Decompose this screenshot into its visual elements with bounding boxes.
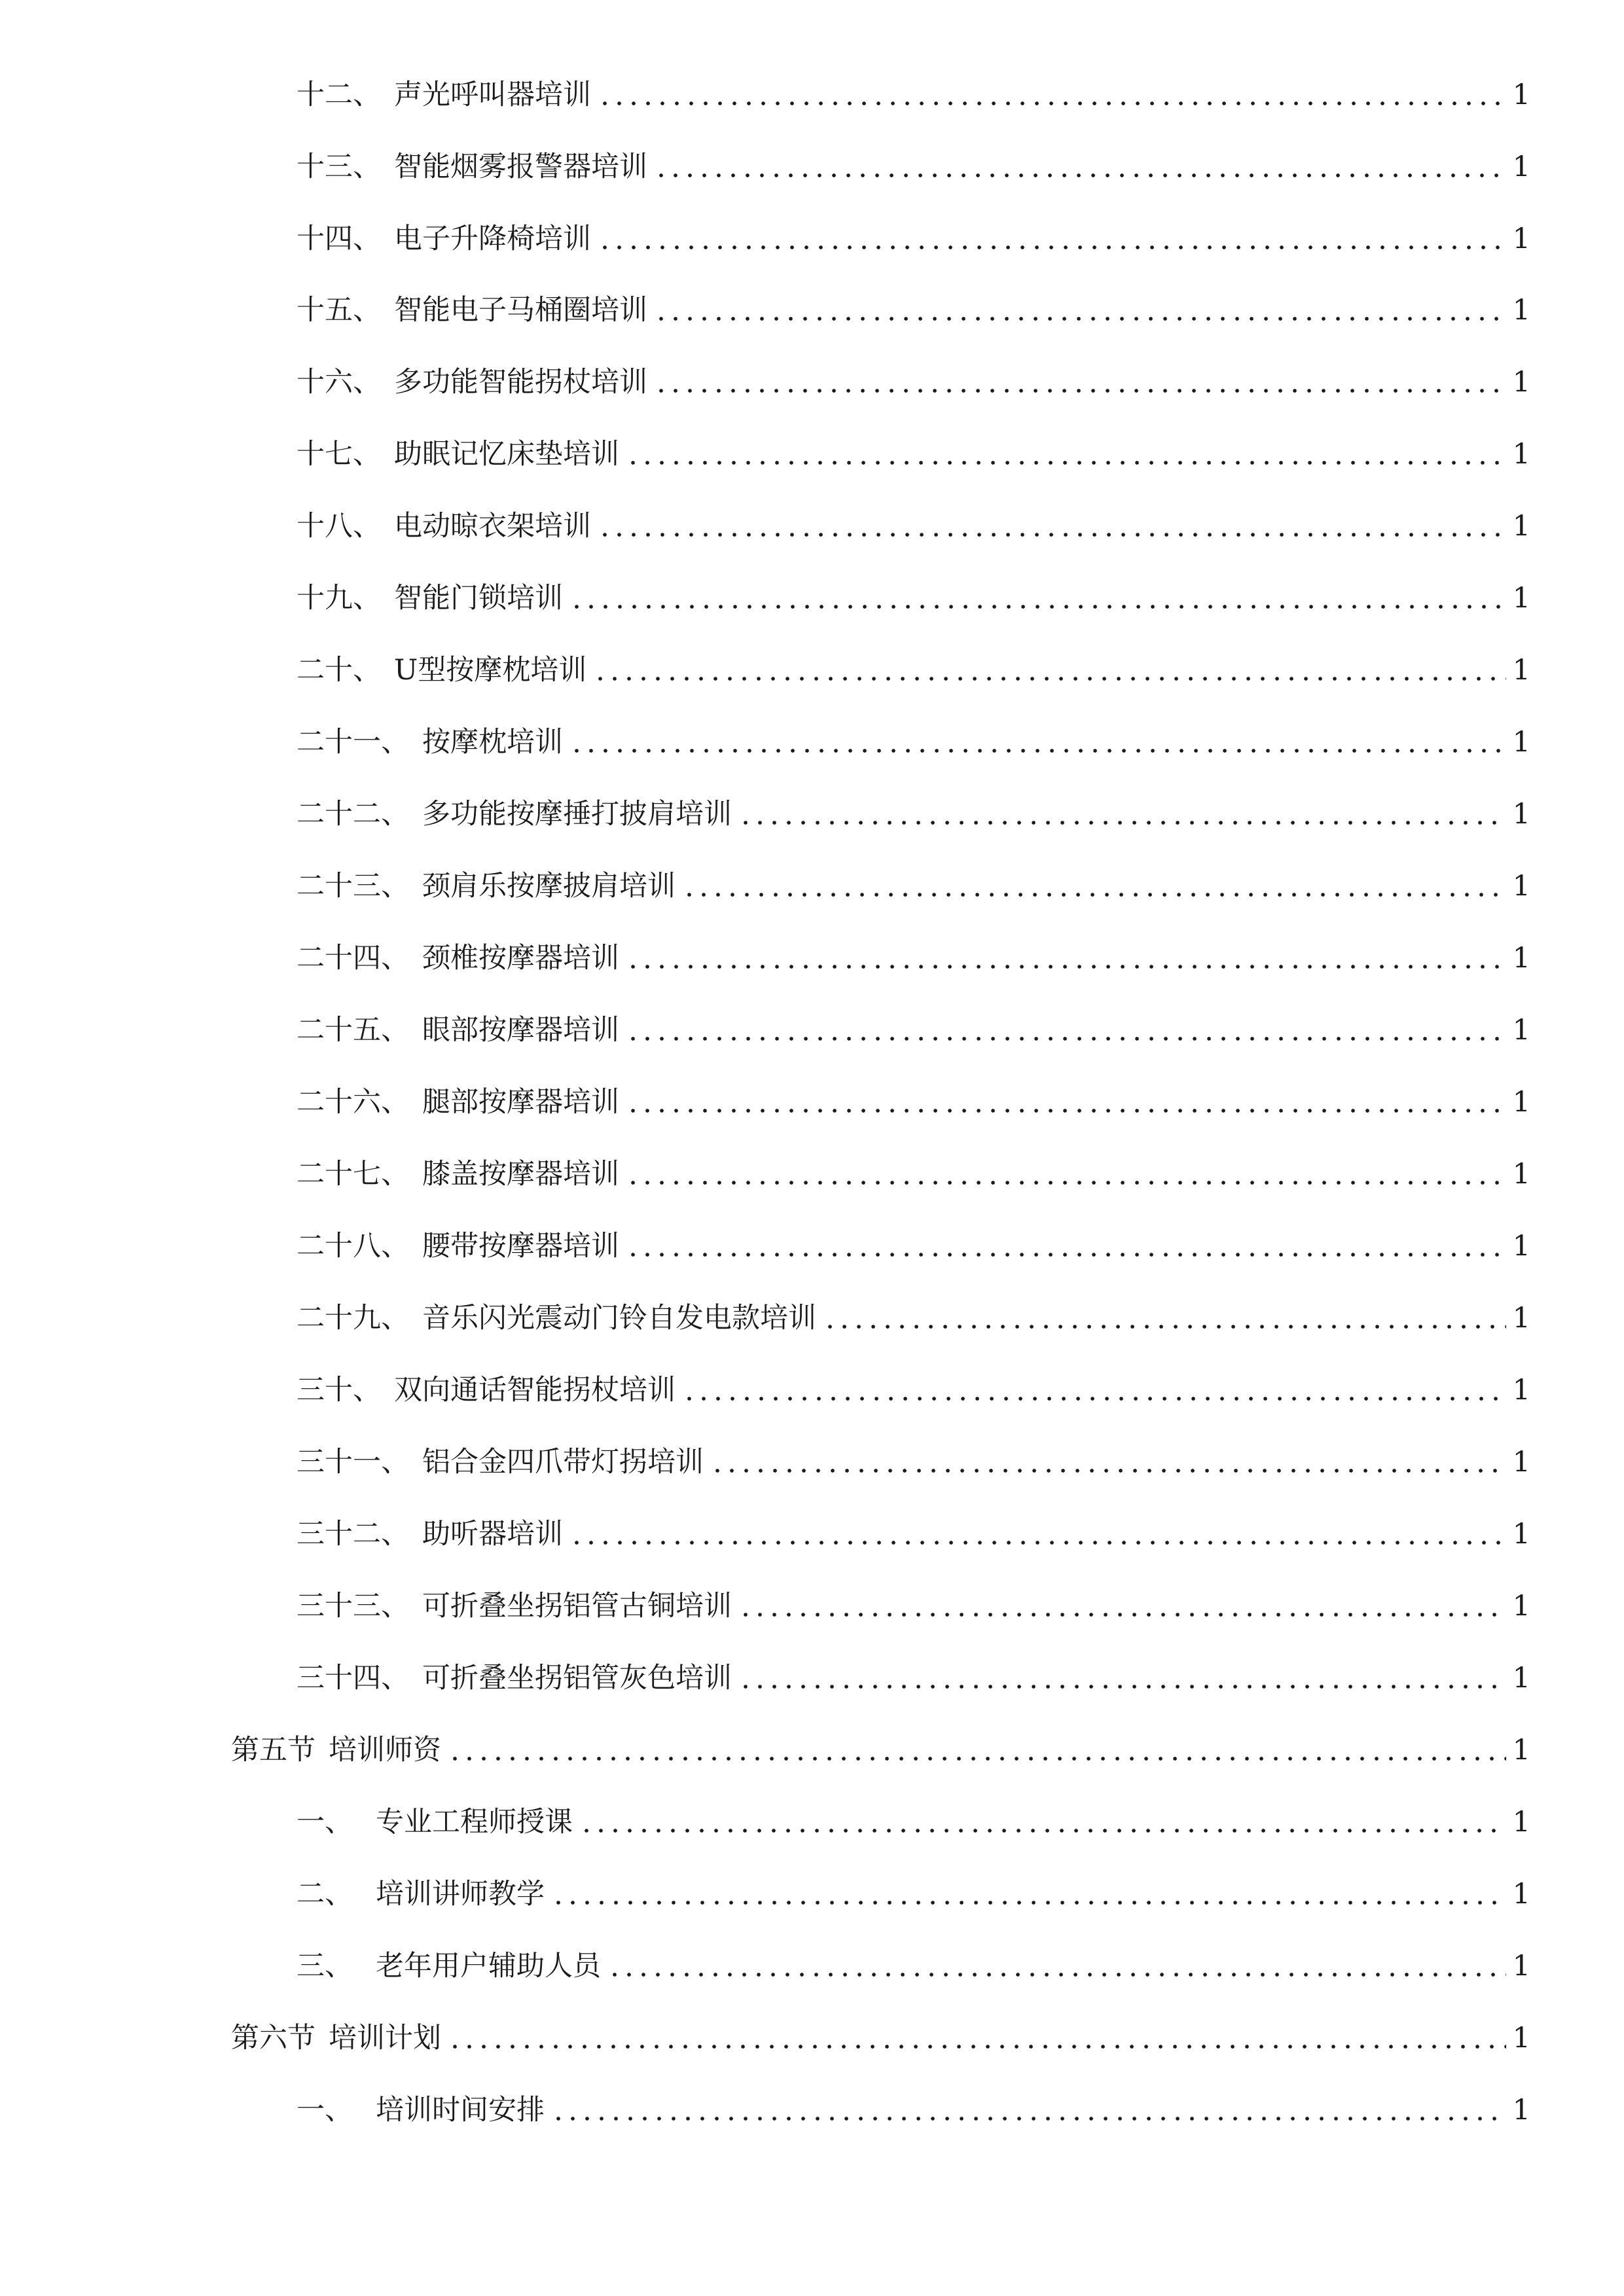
toc-entry-page-number: 1 xyxy=(1512,654,1530,687)
toc-entry[interactable] xyxy=(297,1227,1530,1266)
toc-entry-number: 二十五、 xyxy=(297,1014,409,1047)
toc-entry-title: 可折叠坐拐铝管灰色培训 xyxy=(422,1662,732,1695)
toc-entry-label xyxy=(297,939,619,978)
dot-leader xyxy=(654,171,1506,180)
toc-entry-label xyxy=(297,1083,619,1122)
dot-leader xyxy=(682,890,1506,899)
toc-entry-title: 电动晾衣架培训 xyxy=(394,510,591,543)
dot-leader xyxy=(738,818,1506,827)
toc-entry-label xyxy=(297,651,586,690)
toc-entry-page-number: 1 xyxy=(1512,510,1530,543)
toc-entry-label xyxy=(297,1443,704,1482)
toc-entry-number: 一、 xyxy=(297,1806,353,1839)
dot-leader xyxy=(607,1970,1506,1979)
toc-entry[interactable] xyxy=(297,1515,1530,1554)
toc-entry[interactable] xyxy=(297,507,1530,546)
dot-leader xyxy=(569,1538,1506,1547)
dot-leader xyxy=(626,962,1506,971)
dot-leader xyxy=(738,1610,1506,1619)
toc-entry-page-number: 1 xyxy=(1512,942,1530,975)
toc-entry[interactable] xyxy=(297,1587,1530,1626)
toc-entry-title: U型按摩枕培训 xyxy=(394,654,587,687)
dot-leader xyxy=(448,2042,1506,2051)
toc-entry[interactable] xyxy=(231,1731,1530,1770)
toc-entry-page-number: 1 xyxy=(1512,1446,1530,1479)
toc-entry-number: 二十三、 xyxy=(297,870,409,903)
toc-entry-title: 按摩枕培训 xyxy=(422,726,563,759)
toc-entry-number: 二十八、 xyxy=(297,1230,409,1263)
toc-entry-label xyxy=(297,1946,601,1986)
toc-entry-label xyxy=(297,1515,563,1554)
toc-entry-title: 腿部按摩器培训 xyxy=(422,1086,619,1119)
toc-entry-title: 铝合金四爪带灯拐培训 xyxy=(422,1446,704,1479)
toc-entry-title: 智能门锁培训 xyxy=(394,582,563,615)
toc-entry-title: 培训计划 xyxy=(329,2022,441,2054)
dot-leader xyxy=(598,99,1506,108)
toc-entry-label xyxy=(231,1731,441,1770)
toc-entry-page-number: 1 xyxy=(1512,1590,1530,1623)
toc-entry[interactable] xyxy=(231,2018,1530,2058)
dot-leader xyxy=(654,386,1506,395)
toc-entry-number: 三十、 xyxy=(297,1374,381,1407)
toc-entry-page-number: 1 xyxy=(1512,294,1530,327)
toc-entry[interactable] xyxy=(297,1155,1530,1194)
toc-entry-number: 十二、 xyxy=(297,79,381,111)
toc-entry-label xyxy=(297,291,647,330)
toc-entry-label xyxy=(297,1803,573,1842)
toc-entry-label xyxy=(297,75,591,115)
dot-leader xyxy=(598,530,1506,539)
toc-entry-label xyxy=(297,1659,732,1698)
toc-entry-title: 颈肩乐按摩披肩培训 xyxy=(422,870,676,903)
toc-entry[interactable] xyxy=(297,363,1530,402)
toc-entry[interactable] xyxy=(297,147,1530,187)
toc-entry-title: 培训师资 xyxy=(329,1734,441,1767)
toc-entry[interactable] xyxy=(297,867,1530,906)
toc-entry[interactable] xyxy=(297,1371,1530,1410)
toc-entry-page-number: 1 xyxy=(1512,79,1530,111)
toc-entry-page-number: 1 xyxy=(1512,1518,1530,1551)
dot-leader xyxy=(626,1106,1506,1115)
toc-entry-page-number: 1 xyxy=(1512,1086,1530,1119)
toc-entry-number: 三十一、 xyxy=(297,1446,409,1479)
toc-entry-number: 二十一、 xyxy=(297,726,409,759)
toc-entry-title: 助听器培训 xyxy=(422,1518,563,1551)
toc-entry[interactable] xyxy=(297,1946,1530,1986)
toc-entry-number: 三十二、 xyxy=(297,1518,409,1551)
toc-entry[interactable] xyxy=(297,1659,1530,1698)
toc-entry-page-number: 1 xyxy=(1512,366,1530,399)
toc-entry-page-number: 1 xyxy=(1512,2094,1530,2126)
toc-entry-title: 颈椎按摩器培训 xyxy=(422,942,619,975)
toc-entry-title: 腰带按摩器培训 xyxy=(422,1230,619,1263)
toc-entry-number: 三、 xyxy=(297,1950,353,1982)
toc-entry-number: 二十四、 xyxy=(297,942,409,975)
toc-entry-label xyxy=(297,1011,619,1050)
toc-entry-label xyxy=(297,507,591,546)
dot-leader xyxy=(682,1394,1506,1403)
toc-entry-number: 二十、 xyxy=(297,654,381,687)
toc-entry-label xyxy=(297,579,563,618)
dot-leader xyxy=(626,1034,1506,1043)
toc-entry-page-number: 1 xyxy=(1512,223,1530,255)
toc-entry[interactable] xyxy=(297,1299,1530,1338)
toc-entry-label xyxy=(297,795,732,834)
dot-leader xyxy=(551,2114,1506,2123)
toc-entry-label xyxy=(297,2090,545,2130)
dot-leader xyxy=(598,243,1506,252)
toc-entry-title: 多功能智能拐杖培训 xyxy=(394,366,647,399)
toc-entry-number: 三十四、 xyxy=(297,1662,409,1695)
dot-leader xyxy=(710,1466,1506,1475)
toc-entry[interactable] xyxy=(297,291,1530,330)
toc-entry[interactable] xyxy=(297,219,1530,259)
dot-leader xyxy=(626,458,1506,467)
toc-entry[interactable] xyxy=(297,1443,1530,1482)
toc-entry[interactable] xyxy=(297,2090,1530,2130)
toc-entry-number: 十九、 xyxy=(297,582,381,615)
toc-entry-page-number: 1 xyxy=(1512,726,1530,759)
toc-entry-title: 双向通话智能拐杖培训 xyxy=(394,1374,676,1407)
dot-leader xyxy=(823,1322,1506,1331)
toc-entry-label xyxy=(231,2018,441,2058)
toc-entry-page-number: 1 xyxy=(1512,1662,1530,1695)
toc-entry-title: 眼部按摩器培训 xyxy=(422,1014,619,1047)
toc-entry-title: 智能电子马桶圈培训 xyxy=(394,294,647,327)
dot-leader xyxy=(569,746,1506,755)
toc-entry-page-number: 1 xyxy=(1512,151,1530,183)
dot-leader xyxy=(738,1682,1506,1691)
toc-entry-number: 十七、 xyxy=(297,438,381,471)
dot-leader xyxy=(569,602,1506,611)
toc-entry-number: 二十九、 xyxy=(297,1302,409,1335)
dot-leader xyxy=(626,1250,1506,1259)
toc-entry-label xyxy=(297,1587,732,1626)
toc-entry[interactable] xyxy=(297,75,1530,115)
toc-entry-title: 培训时间安排 xyxy=(376,2094,545,2126)
toc-entry-title: 专业工程师授课 xyxy=(376,1806,573,1839)
toc-entry-title: 声光呼叫器培训 xyxy=(394,79,591,111)
toc-entry-number: 第六节 xyxy=(231,2022,316,2054)
toc-entry-label xyxy=(297,1874,545,1914)
toc-entry-label xyxy=(297,435,619,474)
toc-entry[interactable] xyxy=(297,723,1530,762)
toc-entry[interactable] xyxy=(297,435,1530,474)
toc-entry-number: 一、 xyxy=(297,2094,353,2126)
toc-entry-title: 老年用户辅助人员 xyxy=(376,1950,601,1982)
toc-entry-title: 可折叠坐拐铝管古铜培训 xyxy=(422,1590,732,1623)
toc-entry[interactable] xyxy=(297,1083,1530,1122)
toc-entry-label xyxy=(297,219,591,259)
toc-entry-page-number: 1 xyxy=(1512,1158,1530,1191)
toc-entry[interactable] xyxy=(297,939,1530,978)
toc-entry-label xyxy=(297,1299,816,1338)
toc-entry-label xyxy=(297,1155,619,1194)
toc-entry-title: 膝盖按摩器培训 xyxy=(422,1158,619,1191)
toc-entry-title: 助眠记忆床垫培训 xyxy=(394,438,619,471)
toc-entry-number: 十六、 xyxy=(297,366,381,399)
toc-entry-page-number: 1 xyxy=(1512,870,1530,903)
toc-entry-label xyxy=(297,867,676,906)
toc-entry-label xyxy=(297,1227,619,1266)
toc-entry-number: 十三、 xyxy=(297,151,381,183)
toc-entry-label xyxy=(297,147,647,187)
toc-entry[interactable] xyxy=(297,795,1530,834)
toc-entry-title: 智能烟雾报警器培训 xyxy=(394,151,647,183)
toc-entry-number: 二十二、 xyxy=(297,798,409,831)
toc-entry-label xyxy=(297,1371,676,1410)
toc-entry-page-number: 1 xyxy=(1512,1878,1530,1910)
dot-leader xyxy=(579,1826,1506,1835)
toc-entry-title: 培训讲师教学 xyxy=(376,1878,545,1910)
dot-leader xyxy=(551,1898,1506,1907)
toc-entry-number: 二、 xyxy=(297,1878,353,1910)
toc-entry-page-number: 1 xyxy=(1512,582,1530,615)
toc-entry-number: 十八、 xyxy=(297,510,381,543)
dot-leader xyxy=(654,314,1506,323)
toc-entry-label xyxy=(297,723,563,762)
toc-entry-page-number: 1 xyxy=(1512,438,1530,471)
dot-leader xyxy=(626,1178,1506,1187)
toc-entry-title: 多功能按摩捶打披肩培训 xyxy=(422,798,732,831)
toc-entry-page-number: 1 xyxy=(1512,1302,1530,1335)
toc-entry-number: 第五节 xyxy=(231,1734,316,1767)
toc-entry-page-number: 1 xyxy=(1512,1734,1530,1767)
toc-entry-page-number: 1 xyxy=(1512,1230,1530,1263)
toc-entry-number: 二十七、 xyxy=(297,1158,409,1191)
toc-entry-title: 音乐闪光震动门铃自发电款培训 xyxy=(422,1302,816,1335)
toc-entry-number: 十五、 xyxy=(297,294,381,327)
toc-entry-label xyxy=(297,363,647,402)
toc-entry-page-number: 1 xyxy=(1512,2022,1530,2054)
toc-entry-page-number: 1 xyxy=(1512,1374,1530,1407)
toc-entry[interactable] xyxy=(297,1874,1530,1914)
toc-entry-number: 二十六、 xyxy=(297,1086,409,1119)
dot-leader xyxy=(448,1754,1506,1763)
toc-entry-page-number: 1 xyxy=(1512,1950,1530,1982)
toc-entry-number: 十四、 xyxy=(297,223,381,255)
toc-entry-title: 电子升降椅培训 xyxy=(394,223,591,255)
toc-entry-page-number: 1 xyxy=(1512,1014,1530,1047)
toc-entry[interactable] xyxy=(297,1011,1530,1050)
dot-leader xyxy=(593,674,1506,683)
toc-entry-number: 三十三、 xyxy=(297,1590,409,1623)
toc-entry-page-number: 1 xyxy=(1512,798,1530,831)
toc-entry[interactable] xyxy=(297,1803,1530,1842)
toc-entry-page-number: 1 xyxy=(1512,1806,1530,1839)
toc-entry[interactable] xyxy=(297,579,1530,618)
toc-entry[interactable] xyxy=(297,651,1530,690)
